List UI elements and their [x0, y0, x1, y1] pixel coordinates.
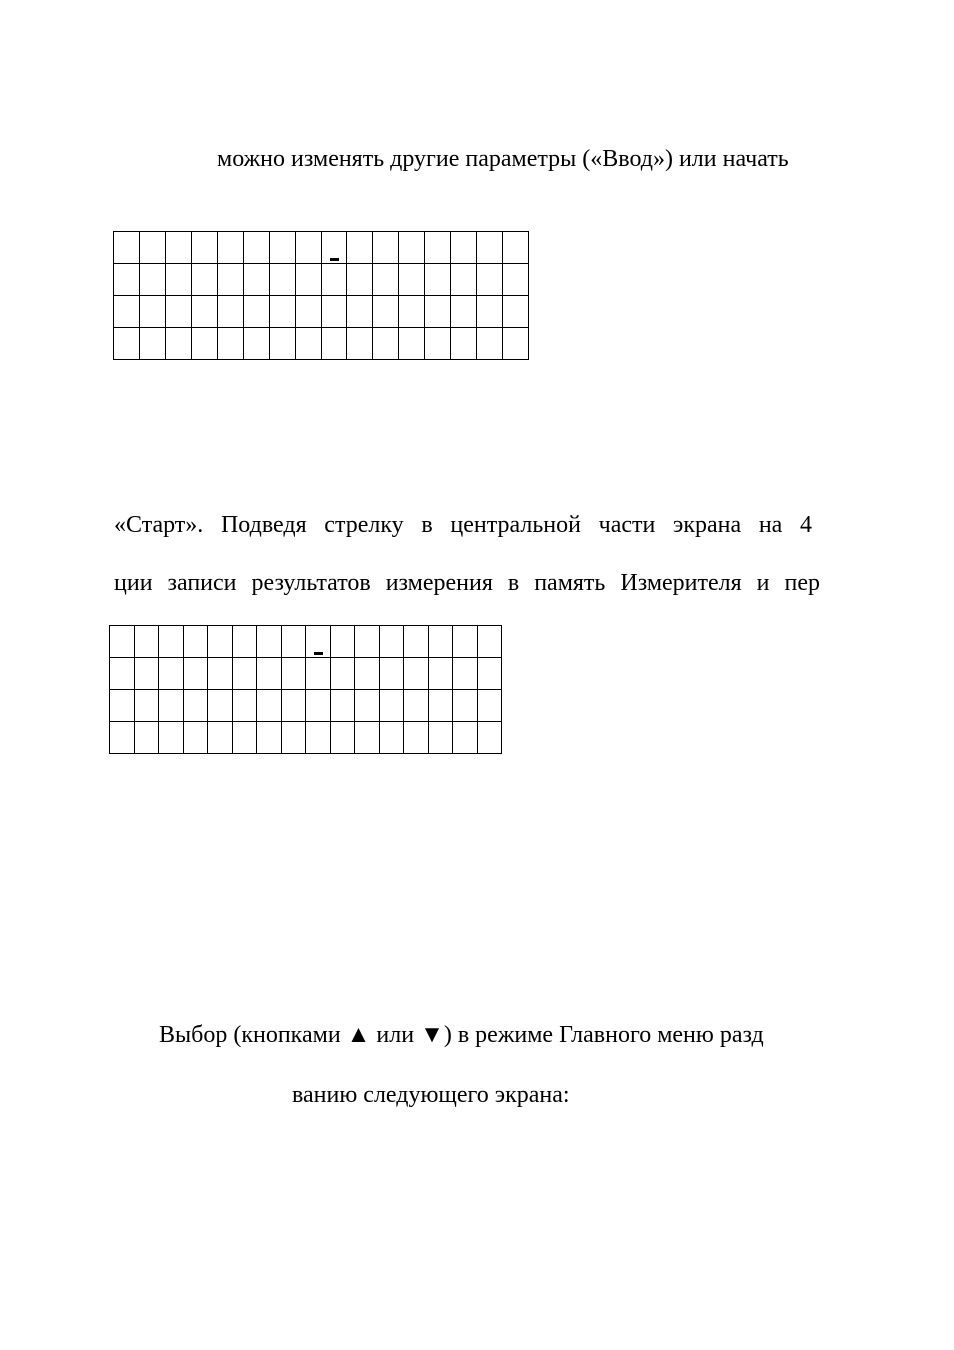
- lcd-cell: [373, 232, 399, 264]
- lcd-cell: [429, 722, 454, 754]
- lcd-cell: [159, 690, 184, 722]
- lcd-cell: [503, 296, 529, 328]
- lcd-cell: [110, 658, 135, 690]
- lcd-cell: [192, 296, 218, 328]
- lcd-cell: [257, 690, 282, 722]
- lcd-screen-grid-1: [113, 231, 529, 360]
- lcd-cell: [347, 264, 373, 296]
- lcd-cell: [331, 722, 356, 754]
- lcd-cell: [347, 296, 373, 328]
- lcd-cell: [355, 626, 380, 658]
- lcd-cell: [218, 328, 244, 360]
- lcd-cell: [373, 264, 399, 296]
- paragraph-line-4: Выбор (кнопками ▲ или ▼) в режиме Главного меню разд: [159, 1022, 764, 1048]
- lcd-cell: [159, 722, 184, 754]
- lcd-cell: [218, 264, 244, 296]
- lcd-cell: [166, 328, 192, 360]
- lcd-cell: [306, 626, 331, 658]
- lcd-cell: [257, 658, 282, 690]
- lcd-cell: [404, 690, 429, 722]
- lcd-cell: [135, 626, 160, 658]
- cursor-underscore-mark: [330, 258, 339, 261]
- lcd-cell: [140, 264, 166, 296]
- lcd-cell: [425, 296, 451, 328]
- lcd-cell: [208, 658, 233, 690]
- lcd-cell: [114, 328, 140, 360]
- paragraph-line-3: ции записи результатов измерения в память Измерителя и пер: [114, 570, 820, 596]
- lcd-cell: [244, 296, 270, 328]
- lcd-cell: [140, 296, 166, 328]
- lcd-cell: [184, 658, 209, 690]
- lcd-cell: [306, 658, 331, 690]
- lcd-cell: [399, 232, 425, 264]
- lcd-cell: [296, 232, 322, 264]
- lcd-cell: [380, 658, 405, 690]
- lcd-cell: [244, 264, 270, 296]
- lcd-cell: [306, 690, 331, 722]
- lcd-cell: [331, 658, 356, 690]
- lcd-cell: [192, 264, 218, 296]
- lcd-cell: [270, 264, 296, 296]
- lcd-cell: [296, 296, 322, 328]
- lcd-cell: [282, 722, 307, 754]
- lcd-cell: [478, 658, 503, 690]
- lcd-cell: [282, 626, 307, 658]
- lcd-cell: [208, 626, 233, 658]
- lcd-cell: [192, 328, 218, 360]
- lcd-cell: [166, 296, 192, 328]
- lcd-cell: [355, 658, 380, 690]
- lcd-cell: [478, 626, 503, 658]
- lcd-cell: [208, 690, 233, 722]
- lcd-cell: [331, 626, 356, 658]
- lcd-cell: [233, 658, 258, 690]
- paragraph-line-2: «Старт». Подведя стрелку в центральной части экрана на 4: [114, 512, 812, 538]
- lcd-cell: [184, 690, 209, 722]
- lcd-cell: [331, 690, 356, 722]
- lcd-cell: [477, 296, 503, 328]
- lcd-cell: [453, 658, 478, 690]
- lcd-cell: [244, 232, 270, 264]
- lcd-cell: [380, 626, 405, 658]
- lcd-cell: [478, 690, 503, 722]
- lcd-cell: [425, 328, 451, 360]
- lcd-cell: [425, 264, 451, 296]
- lcd-cell: [451, 264, 477, 296]
- lcd-cell: [208, 722, 233, 754]
- lcd-cell: [218, 232, 244, 264]
- lcd-cell: [404, 626, 429, 658]
- lcd-cell: [184, 626, 209, 658]
- lcd-cell: [110, 722, 135, 754]
- lcd-cell: [296, 264, 322, 296]
- lcd-cell: [425, 232, 451, 264]
- lcd-cell: [110, 626, 135, 658]
- lcd-screen-grid-2: [109, 625, 502, 754]
- lcd-cell: [477, 264, 503, 296]
- lcd-cell: [114, 232, 140, 264]
- lcd-cell: [270, 296, 296, 328]
- lcd-cell: [453, 722, 478, 754]
- lcd-cell: [380, 690, 405, 722]
- lcd-cell: [477, 232, 503, 264]
- lcd-cell: [159, 626, 184, 658]
- lcd-cell: [503, 232, 529, 264]
- lcd-cell: [373, 296, 399, 328]
- lcd-cell: [399, 264, 425, 296]
- lcd-cell: [282, 658, 307, 690]
- lcd-cell: [114, 264, 140, 296]
- lcd-cell: [429, 658, 454, 690]
- lcd-cell: [347, 328, 373, 360]
- lcd-cell: [244, 328, 270, 360]
- lcd-cell: [270, 328, 296, 360]
- lcd-cell: [192, 232, 218, 264]
- lcd-cell: [159, 658, 184, 690]
- lcd-cell: [380, 722, 405, 754]
- lcd-cell: [429, 690, 454, 722]
- lcd-cell: [451, 232, 477, 264]
- paragraph-line-1: можно изменять другие параметры («Ввод») или начать: [217, 146, 789, 172]
- lcd-cell: [373, 328, 399, 360]
- lcd-cell: [399, 296, 425, 328]
- lcd-cell: [166, 264, 192, 296]
- lcd-cell: [347, 232, 373, 264]
- lcd-cell: [257, 626, 282, 658]
- lcd-cell: [233, 626, 258, 658]
- lcd-cell: [233, 722, 258, 754]
- lcd-cell: [110, 690, 135, 722]
- lcd-cell: [503, 264, 529, 296]
- paragraph-line-5: ванию следующего экрана:: [292, 1082, 570, 1108]
- lcd-cell: [451, 296, 477, 328]
- lcd-cell: [355, 722, 380, 754]
- lcd-cell: [135, 722, 160, 754]
- lcd-cell: [503, 328, 529, 360]
- lcd-cell: [322, 328, 348, 360]
- lcd-cell: [451, 328, 477, 360]
- lcd-cell: [429, 626, 454, 658]
- lcd-cell: [114, 296, 140, 328]
- lcd-cell: [282, 690, 307, 722]
- lcd-cell: [140, 328, 166, 360]
- lcd-cell: [322, 264, 348, 296]
- lcd-cell: [399, 328, 425, 360]
- lcd-cell: [135, 658, 160, 690]
- lcd-cell: [355, 690, 380, 722]
- lcd-cell: [270, 232, 296, 264]
- lcd-cell: [218, 296, 244, 328]
- lcd-cell: [453, 690, 478, 722]
- lcd-cell: [135, 690, 160, 722]
- lcd-cell: [404, 658, 429, 690]
- lcd-cell: [322, 296, 348, 328]
- cursor-underscore-mark: [314, 652, 323, 655]
- lcd-cell: [306, 722, 331, 754]
- lcd-cell: [477, 328, 503, 360]
- lcd-cell: [166, 232, 192, 264]
- lcd-cell: [233, 690, 258, 722]
- lcd-cell: [478, 722, 503, 754]
- lcd-cell: [296, 328, 322, 360]
- lcd-cell: [184, 722, 209, 754]
- lcd-cell: [404, 722, 429, 754]
- lcd-cell: [322, 232, 348, 264]
- lcd-cell: [453, 626, 478, 658]
- lcd-cell: [257, 722, 282, 754]
- lcd-cell: [140, 232, 166, 264]
